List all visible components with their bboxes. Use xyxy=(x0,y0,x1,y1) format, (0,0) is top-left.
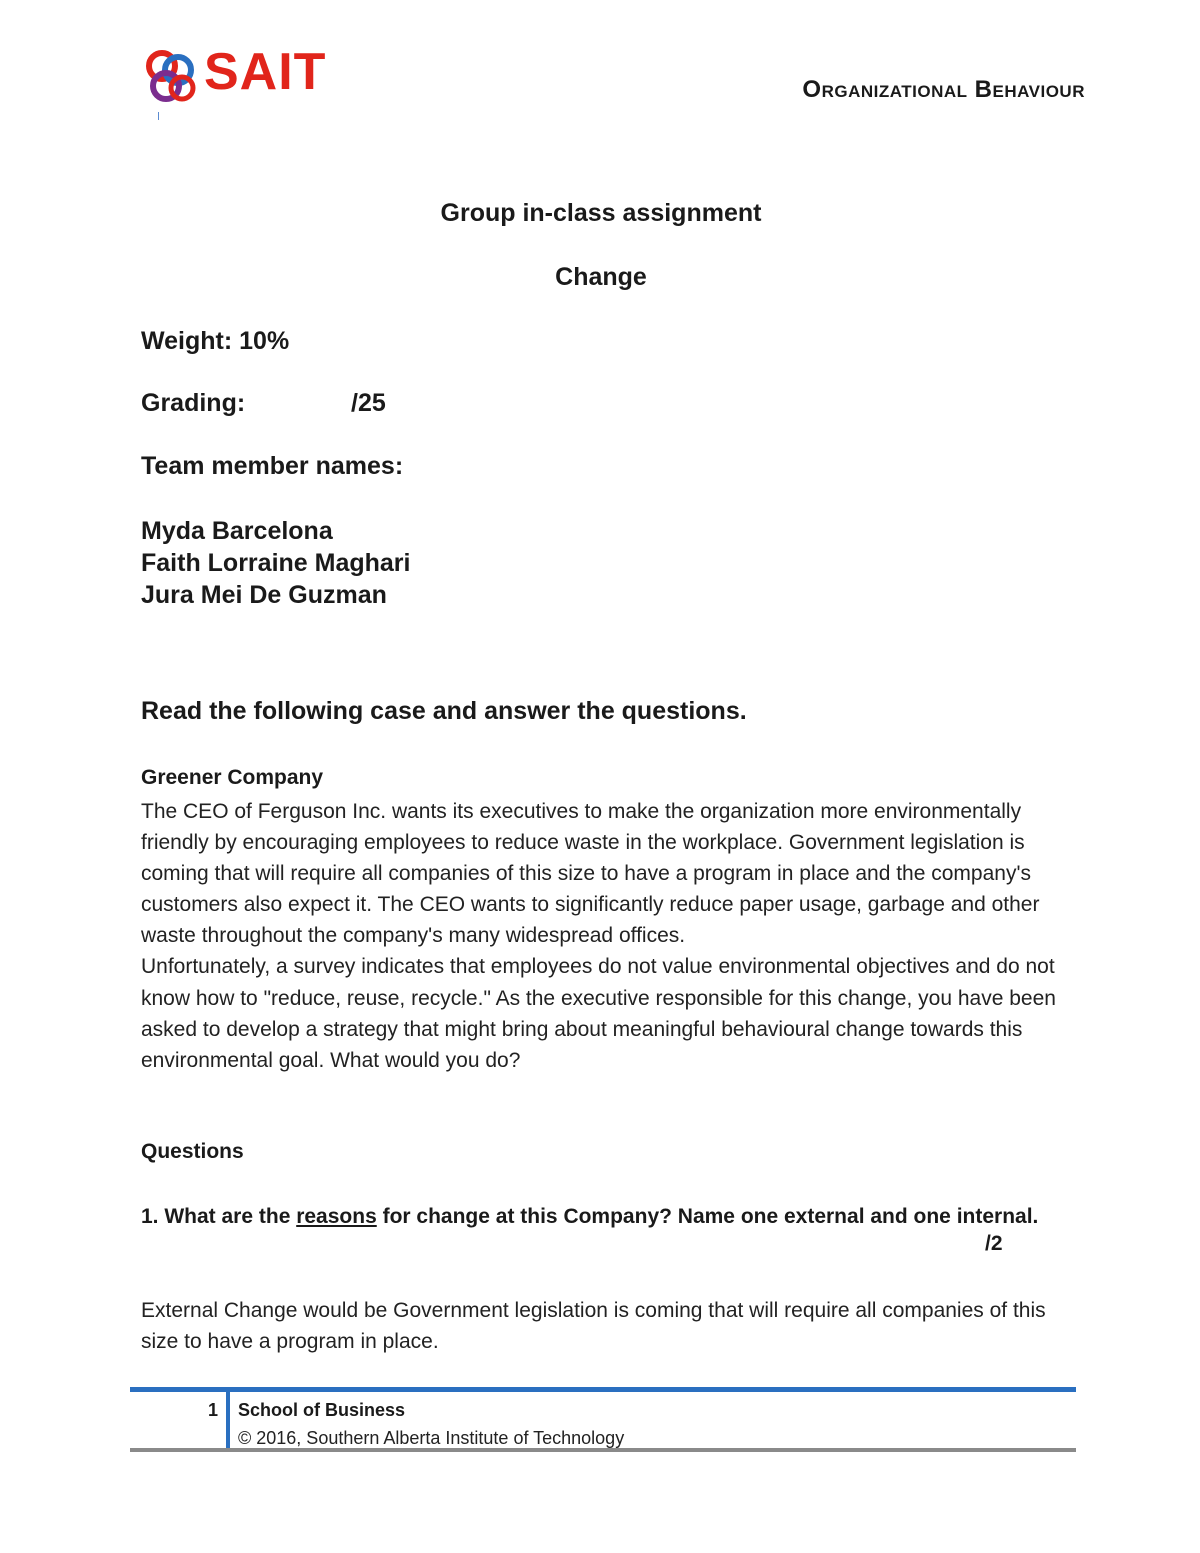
page-number: 1 xyxy=(207,1400,218,1420)
sait-logo-mark-icon xyxy=(142,46,202,106)
assignment-subtitle: Change xyxy=(555,263,647,291)
question-1 xyxy=(141,1201,1071,1232)
case-title: Greener Company xyxy=(141,766,324,789)
footer-school: School of Business xyxy=(238,1400,406,1420)
footer-divider xyxy=(226,1391,230,1451)
footer-copyright: © 2016, Southern Alberta Institute of Technology xyxy=(238,1428,625,1448)
footer-top-rule xyxy=(130,1387,1076,1392)
logo-wordmark: SAIT xyxy=(204,43,327,101)
course-title: Organizational Behaviour xyxy=(802,76,1085,103)
team-member: Jura Mei De Guzman xyxy=(141,581,387,609)
team-member: Faith Lorraine Maghari xyxy=(141,549,411,577)
question-1-prefix: 1. What are the xyxy=(141,1205,297,1228)
question-1-marks: /2 xyxy=(985,1232,1003,1255)
questions-heading: Questions xyxy=(141,1140,244,1163)
case-paragraph: The CEO of Ferguson Inc. wants its executives to make the organization more environmentally friendly by encouraging employees to reduce waste in the workplace. Government legislation is coming that will require all companies of this size to have a program in place and the company's customers also expect it. The CEO wants to significantly reduce paper usage, garbage and other waste throughout the company's many widespread offices. xyxy=(141,800,1040,948)
assignment-title: Group in-class assignment xyxy=(440,199,762,227)
grading-value: /25 xyxy=(351,389,386,417)
question-1-suffix: for change at this Company? Name one external and one internal. xyxy=(376,1205,1039,1228)
question-1-emphasis: reasons xyxy=(296,1205,377,1228)
case-body xyxy=(141,796,1071,1076)
question-1-answer: External Change would be Government legislation is coming that will require all companies of this size to have a program in place. xyxy=(141,1299,1046,1353)
case-instruction: Read the following case and answer the questions. xyxy=(141,697,747,725)
sait-logo xyxy=(142,44,342,106)
team-member: Myda Barcelona xyxy=(141,517,333,545)
grading-label: Grading: xyxy=(141,389,246,417)
team-member-list xyxy=(141,515,410,611)
case-paragraph: Unfortunately, a survey indicates that employees do not value environmental objectives and do not know how to "reduce, reuse, recycle." As the executive responsible for this change, you have been asked to develop a strategy that might bring about meaningful behavioural change towards this environmental goal. What would you do? xyxy=(141,955,1056,1072)
weight-line: Weight: 10% xyxy=(141,327,290,355)
team-label: Team member names: xyxy=(141,452,404,480)
logo-divider xyxy=(158,112,159,120)
